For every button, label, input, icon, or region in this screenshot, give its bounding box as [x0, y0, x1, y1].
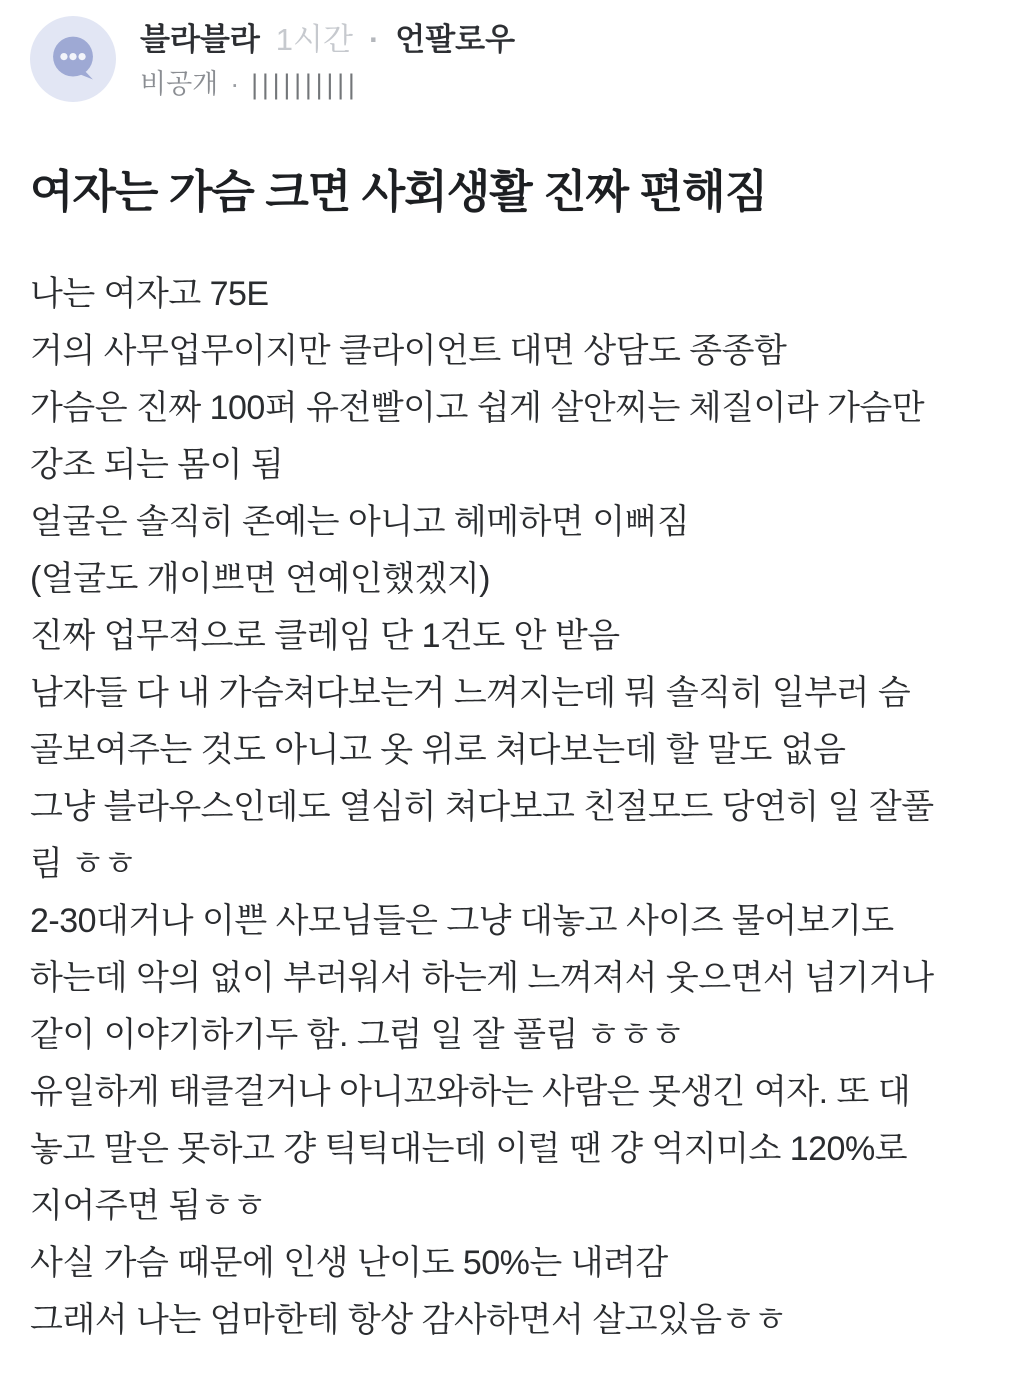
body-line: 유일하게 태클걸거나 아니꼬와하는 사람은 못생긴 여자. 또 대	[30, 1073, 911, 1111]
body-line: 사실 가슴 때문에 인생 난이도 50%는 내려감	[30, 1244, 668, 1282]
visibility-label: 비공개	[140, 69, 219, 99]
body-line: 같이 이야기하기두 함. 그럼 일 잘 풀림 ㅎㅎㅎ	[30, 1016, 684, 1054]
post-title: 여자는 가슴 크면 사회생활 진짜 편해짐	[30, 166, 768, 217]
body-line: 가슴은 진짜 100퍼 유전빨이고 쉽게 살안찌는 체질이라 가슴만	[30, 389, 925, 427]
body-line: 강조 되는 몸이 됨	[30, 446, 284, 484]
body-line: 거의 사무업무이지만 클라이언트 대면 상담도 종종함	[30, 332, 787, 370]
dot-separator: ·	[230, 69, 240, 99]
post-subtitle-row	[140, 67, 515, 101]
body-line: 림 ㅎㅎ	[30, 845, 136, 883]
post-header-text	[140, 16, 515, 101]
body-line: 지어주면 됨ㅎㅎ	[30, 1187, 266, 1225]
post-body	[30, 266, 990, 1349]
body-line: 하는데 악의 없이 부러워서 하는게 느껴져서 웃으면서 넘기거나	[30, 959, 934, 997]
post-header	[30, 16, 990, 102]
chat-bubble-icon	[44, 30, 102, 88]
body-line: 그래서 나는 엄마한테 항상 감사하면서 살고있음ㅎㅎ	[30, 1301, 787, 1339]
body-line: 진짜 업무적으로 클레임 단 1건도 안 받음	[30, 617, 620, 655]
unfollow-button[interactable]: 언팔로우	[395, 22, 516, 57]
body-line: 2-30대거나 이쁜 사모님들은 그냥 대놓고 사이즈 물어보기도	[30, 902, 894, 940]
body-line: 그냥 블라우스인데도 열심히 쳐다보고 친절모드 당연히 일 잘풀	[30, 788, 934, 826]
dot-separator: ·	[368, 22, 380, 57]
board-name[interactable]: 블라블라	[140, 22, 260, 57]
body-line: 얼굴은 솔직히 존예는 아니고 헤메하면 이뻐짐	[30, 503, 690, 541]
avatar[interactable]	[30, 16, 116, 102]
masked-company-name: ||||||||||	[251, 68, 359, 100]
post-meta-row	[140, 20, 515, 60]
body-line: 놓고 말은 못하고 걍 틱틱대는데 이럴 땐 걍 억지미소 120%로	[30, 1130, 908, 1168]
body-line: 남자들 다 내 가슴쳐다보는거 느껴지는데 뭐 솔직히 일부러 슴	[30, 674, 911, 712]
body-line: (얼굴도 개이쁘면 연예인했겠지)	[30, 560, 491, 598]
body-line: 골보여주는 것도 아니고 옷 위로 쳐다보는데 할 말도 없음	[30, 731, 846, 769]
post-time: 1시간	[275, 22, 353, 57]
body-line: 나는 여자고 75E	[30, 275, 269, 313]
